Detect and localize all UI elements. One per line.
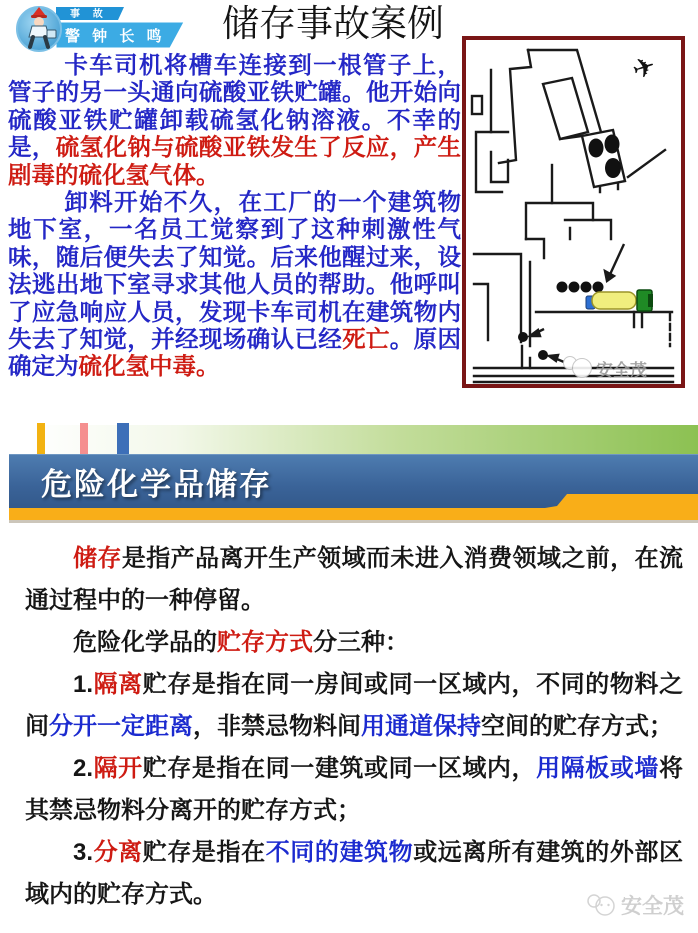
method-item-1 [25, 664, 683, 748]
deco-bar-pink [80, 423, 88, 456]
case-paragraph-1 [8, 52, 461, 189]
text-segment: 卸料开始不久，在工厂的一个建筑物地下室，一名员工觉察到了这种刺激性气味，随后便失去了知觉。后来他醒过来，设法逃出地下室寻求其他人员的帮助。他呼叫了应急响应人员，发现卡车司机在建筑物内失去了知觉，并经现场确认已经 [8, 189, 461, 353]
highlight-red-death: 死亡 [342, 326, 390, 353]
highlight-blue-aisle: 用通道保持 [361, 713, 481, 740]
alarm-bell-badge [6, 3, 188, 53]
method-item-3 [25, 832, 683, 916]
deco-bar-blue [117, 423, 129, 456]
highlight-blue-distance: 分开一定距离 [49, 713, 193, 740]
badge-tag-label: 事 故 [70, 9, 108, 20]
svg-text:✈: ✈ [628, 50, 660, 87]
badge-ribbon-label: 警 钟 长 鸣 [65, 28, 166, 45]
text-segment: 分三种： [313, 629, 409, 656]
watermark-logo-icon [586, 892, 616, 918]
highlight-blue-buildings: 不同的建筑物 [265, 839, 414, 866]
incident-dot-1 [518, 332, 528, 342]
facility-map-figure [462, 36, 685, 388]
text-segment: ，非禁忌物料间 [193, 713, 361, 740]
incident-dot-2 [538, 350, 548, 360]
text-segment: 将其禁忌物料分离开的贮存方式； [25, 755, 684, 824]
airplane-north-icon [629, 50, 660, 86]
diagram-watermark-text: 安全茂 [596, 361, 647, 380]
text-segment: 贮存是指在同一房间或同一区域内，不同的物料之间 [25, 671, 684, 740]
highlight-blue-partition: 用隔板或墙 [536, 755, 660, 782]
facility-map-drawing [466, 40, 681, 384]
case-title: 储存事故案例 [222, 3, 444, 44]
text-segment: 危险化学品的 [73, 629, 217, 656]
term-detached: 分离 [93, 839, 143, 866]
definition-paragraph [25, 538, 683, 622]
term-storage: 储存 [73, 545, 122, 572]
item-number: 1. [73, 671, 94, 698]
footer-watermark-text: 安全茂 [621, 895, 684, 918]
text-segment: 卡车司机将槽车连接到一根管子上，管子的另一头通向硫酸亚铁贮罐。他开始向硫酸亚铁贮罐卸载硫氢化钠溶液。不幸的是， [8, 52, 461, 161]
term-storage-methods: 贮存方式 [217, 629, 313, 656]
case-body-text [8, 52, 461, 381]
intro-paragraph [25, 622, 683, 664]
highlight-red-reaction: 硫氢化钠与硫酸亚铁发生了反应，产生剧毒的硫化氢气体。 [8, 134, 462, 188]
method-item-2 [25, 748, 683, 832]
orange-stripe [9, 493, 698, 524]
text-segment: 贮存是指在同一建筑或同一区域内， [142, 755, 537, 782]
deco-bar-yellow [37, 423, 45, 456]
item-number: 2. [73, 755, 94, 782]
highlight-red-poisoning: 硫化氢中毒。 [78, 353, 220, 380]
storage-body-text [25, 538, 683, 916]
text-segment: 贮存是指在 [142, 839, 266, 866]
section-banner-title: 危险化学品储存 [41, 467, 272, 502]
text-segment: 空间的贮存方式； [481, 713, 673, 740]
text-segment: 是指产品离开生产领域而未进入消费领域之前，在流通过程中的一种停留。 [25, 545, 684, 614]
drum-row-icon [557, 282, 604, 293]
footer-watermark [586, 890, 684, 920]
text-segment: 。原因确定为 [8, 326, 462, 380]
term-isolated: 隔离 [93, 671, 143, 698]
term-segregated: 隔开 [93, 755, 143, 782]
item-number: 3. [73, 839, 94, 866]
text-segment: 或远离所有建筑的外部区域内的贮存方式。 [25, 839, 684, 908]
tank-truck-icon [586, 290, 653, 311]
case-paragraph-2 [8, 189, 461, 381]
